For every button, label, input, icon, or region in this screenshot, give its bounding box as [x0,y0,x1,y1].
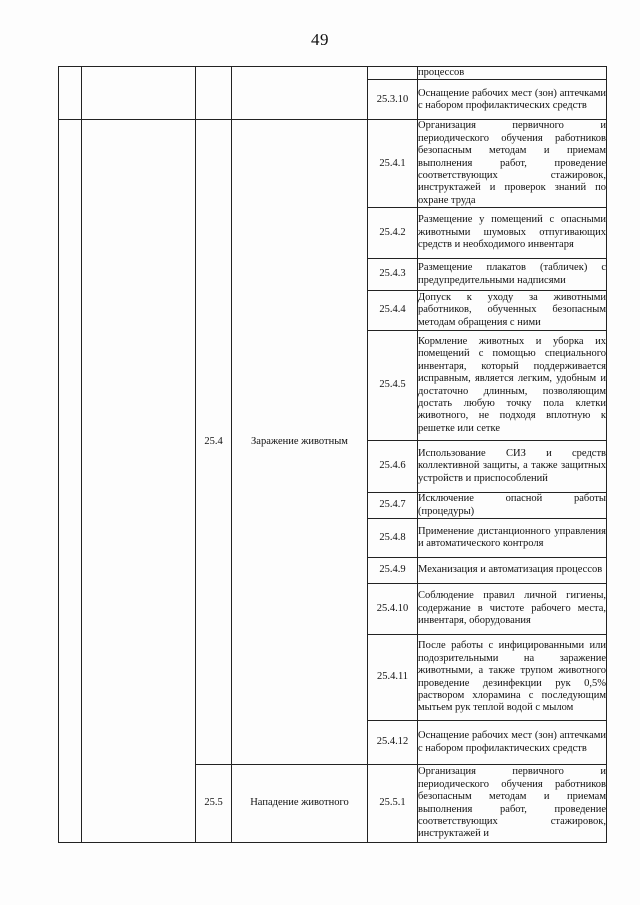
measure-text: Использование СИЗ и средств коллективной защиты, а также защитных устройств и приспособлений [418,441,607,493]
hazard-name: Нападение животного [232,765,368,843]
measure-code: 25.4.10 [368,584,418,635]
measure-code [368,67,418,80]
empty-cell [196,67,232,120]
measure-text: процессов [418,67,607,80]
empty-cell [82,67,196,120]
hazard-measures-table [58,66,607,843]
measure-text: Кормление животных и уборка их помещений с помощью специального инвентаря, который поддерживается исправным, является легким, удобным и достаточно длинным, позволяющим достать любую точку пола клетки животного, не подходя вплотную к решетке или сетке [418,331,607,441]
measure-text: Допуск к уходу за животными работников, обученных безопасным методам обращения с ними [418,291,607,331]
measure-code: 25.4.7 [368,493,418,519]
measure-code: 25.4.5 [368,331,418,441]
hazard-name: Заражение животным [232,120,368,765]
measure-code: 25.4.1 [368,120,418,208]
measure-text: Организация первичного и периодического обучения работников безопасным методам и приемам выполнения работ, проведение соответствующих стажировок, инструктажей и проверок знаний по охране труда [418,120,606,206]
measure-code: 25.4.9 [368,558,418,584]
measure-code: 25.4.3 [368,259,418,291]
measure-code: 25.4.12 [368,721,418,765]
measure-text: После работы с инфицированными или подозрительными на заражение животными, а также трупом животного проведение дезинфекции рук 0,5% раствором хлорамина с последующим мытьем рук теплой водой с мылом [418,635,607,721]
measure-text: Механизация и автоматизация процессов [418,558,607,584]
measure-text: Исключение опасной работы (процедуры) [418,493,606,517]
measure-text: Оснащение рабочих мест (зон) аптечками с набором профилактических средств [418,721,607,765]
empty-cell [59,67,82,120]
page-number: 49 [311,30,329,49]
measure-code: 25.4.8 [368,519,418,558]
measure-text: Оснащение рабочих мест (зон) аптечками с набором профилактических средств [418,80,607,120]
measure-text: Применение дистанционного управления и автоматического контроля [418,519,607,558]
group-code: 25.4 [196,120,232,765]
measure-text: Размещение у помещений с опасными животными шумовых отпугивающих средств и необходимого инвентаря [418,208,607,259]
table-row [59,120,607,208]
measure-text: Соблюдение правил личной гигиены, содержание в чистоте рабочего места, инвентаря, оборудования [418,584,607,635]
empty-cell [232,67,368,120]
empty-cell [59,120,82,843]
measure-code: 25.4.2 [368,208,418,259]
measure-code: 25.4.11 [368,635,418,721]
measure-text: Организация первичного и периодического обучения работников безопасным методам и приемам выполнения работ, проведение соответствующих стажировок, инструктажей и [418,765,607,843]
measure-code: 25.4.4 [368,291,418,331]
empty-cell [82,120,196,843]
table-row [59,67,607,80]
measure-text: Размещение плакатов (табличек) с предупредительными надписями [418,259,607,291]
measure-code: 25.5.1 [368,765,418,843]
measure-code: 25.3.10 [368,80,418,120]
group-code: 25.5 [196,765,232,843]
measure-code: 25.4.6 [368,441,418,493]
